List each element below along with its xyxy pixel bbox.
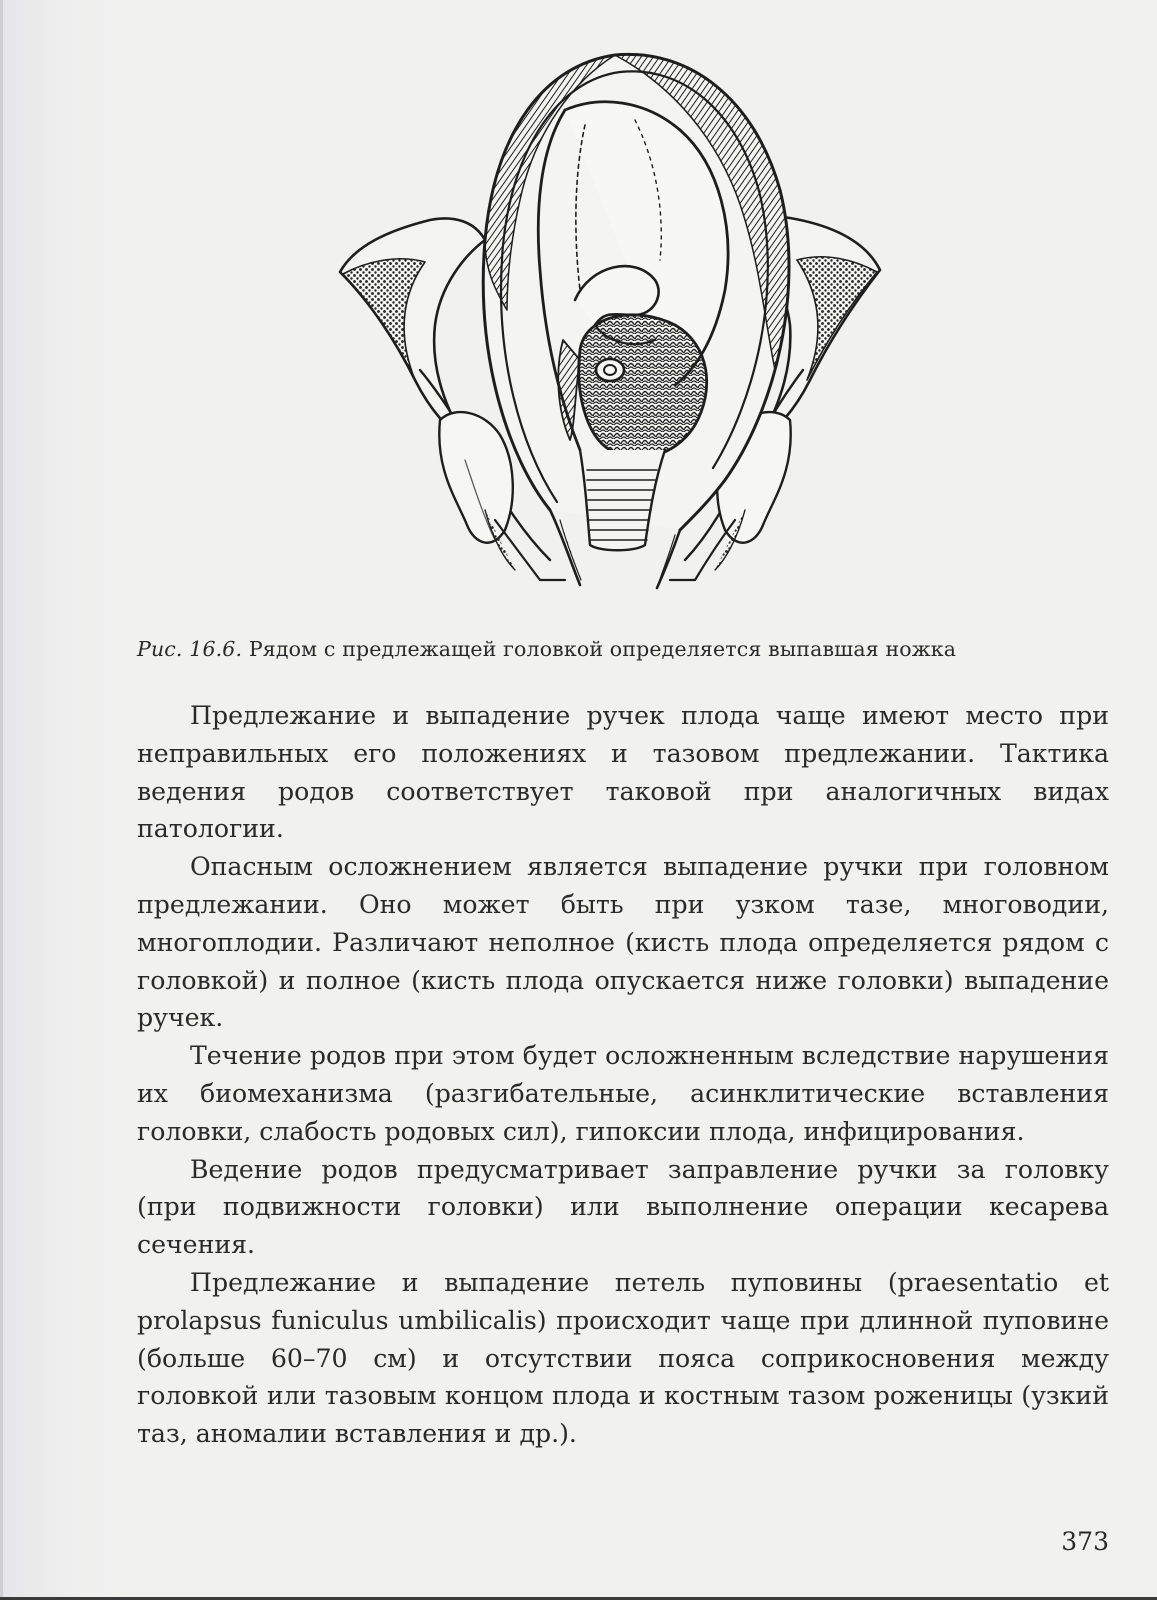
paragraph: Предлежание и выпадение ручек плода чаще имеют место при неправильных его положениях и тазовом предлежании. Тактика ведения родов соответствует таковой при аналогичных видах патологии. — [137, 701, 1109, 844]
page-number: 373 — [1061, 1527, 1109, 1556]
figure-pelvis-illustration — [335, 40, 905, 600]
paragraph: Течение родов при этом будет осложненным вследствие нарушения их биомеханизма (разгибательные, асинклитические вставления головки, слабость родовых сил), гипоксии плода, инфицирования. — [137, 1041, 1109, 1146]
page-gutter-shade — [0, 0, 120, 1600]
figure-caption — [137, 637, 1122, 661]
figure-caption-label: Рис. 16.6. — [137, 637, 243, 661]
body-text — [137, 697, 1109, 1453]
paragraph: Предлежание и выпадение петель пуповины (praesentatio et prolapsus funiculus umbilicalis) происходит чаще при длинной пуповине (больше 60–70 см) и отсутствии пояса соприкосновения между головкой или тазовым концом плода и костным тазом роженицы (узкий таз, аномалии вставления и др.). — [137, 1267, 1109, 1449]
page-left-edge — [0, 0, 3, 1600]
paragraph: Опасным осложнением является выпадение ручки при головном предлежании. Оно может быть при узком тазе, многоводии, многоплодии. Различают неполное (кисть плода определяется рядом с головкой) и полное (кисть плода опускается ниже головки) выпадение ручек. — [137, 852, 1109, 1033]
paragraph: Ведение родов предусматривает заправление ручки за головку (при подвижности головки) или выполнение операции кесарева сечения. — [137, 1154, 1109, 1260]
figure-caption-text: Рядом с предлежащей головкой определяется выпавшая ножка — [248, 637, 957, 661]
